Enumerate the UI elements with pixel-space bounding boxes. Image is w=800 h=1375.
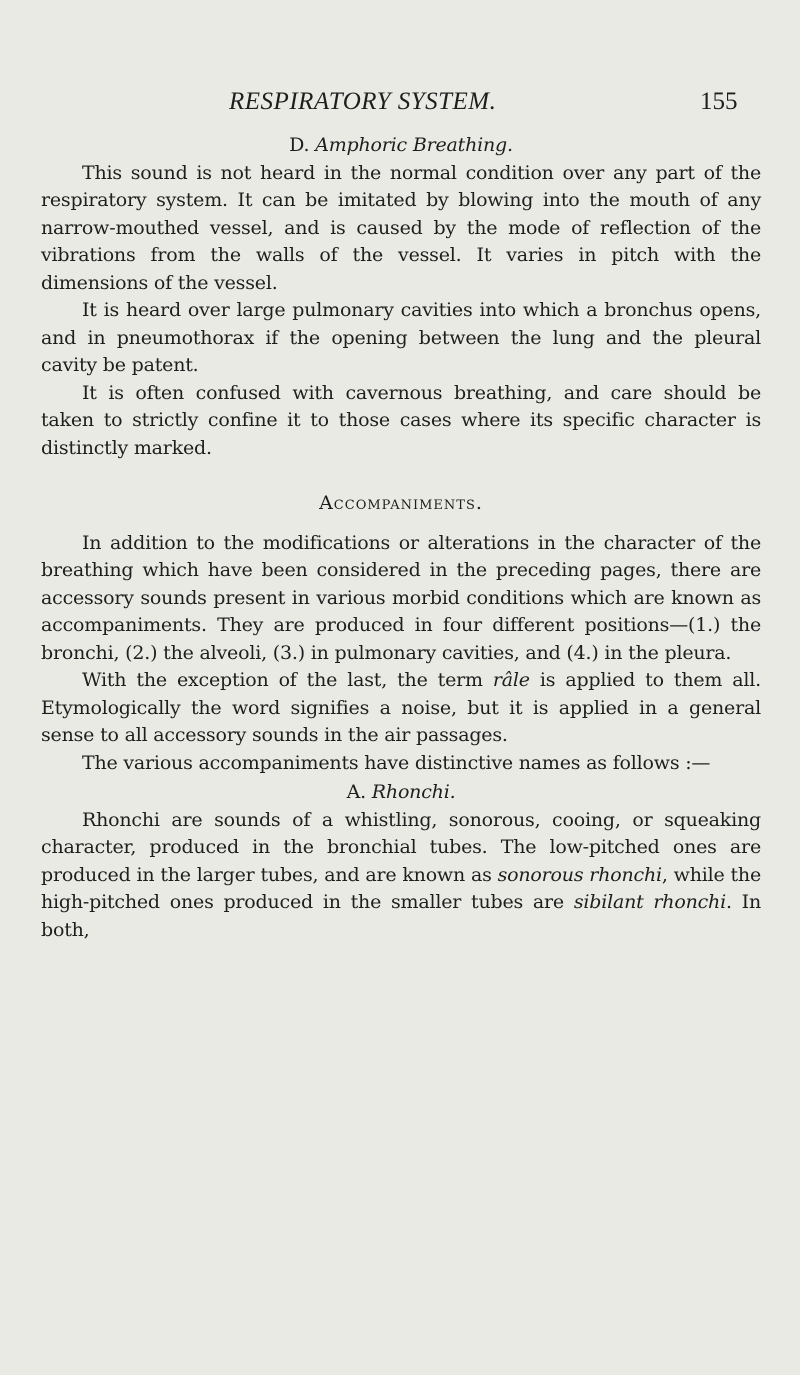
section-letter: A.	[346, 781, 366, 803]
text-run: With the exception of the last, the term	[82, 669, 493, 691]
section-heading-amphoric	[41, 132, 761, 160]
paragraph: This sound is not heard in the normal condition over any part of the respiratory system. It can be imitated by blowing into the mouth of any narrow-mouthed vessel, and is caused by the mode of reflection of the vibrations from the walls of the vessel. It varies in pitch with the dimensions of the vessel.	[41, 161, 761, 294]
paragraph	[41, 667, 761, 750]
section-title: Rhonchi.	[371, 781, 456, 803]
paragraph: It is often confused with cavernous breathing, and care should be taken to strictly confine it to those cases where its specific character is distinctly marked.	[41, 381, 761, 459]
paragraph: It is heard over large pulmonary cavities into which a bronchus opens, and in pneumothorax if the opening between the lung and the pleural cavity be patent.	[41, 299, 761, 376]
running-head: RESPIRATORY SYSTEM.	[229, 88, 497, 115]
italic-term: râle	[492, 669, 530, 691]
section-letter: D.	[289, 134, 310, 156]
text-run: . In both,	[41, 891, 762, 941]
text-run: , while the high-pitched ones produced in the smaller tubes are	[41, 863, 761, 913]
text-run: is applied to them all. Etymologically the word signifies a noise, but it is applied in a general sense to all accessory sounds in the air passages.	[41, 669, 761, 746]
italic-term: sonorous rhonchi	[497, 863, 662, 886]
accompaniments-heading: Accompaniments.	[319, 492, 483, 514]
section-heading-rhonchi	[41, 779, 761, 807]
paragraph: In addition to the modifications or alterations in the character of the breathing which have been considered in the preceding pages, there are accessory sounds present in various morbid conditions which are known as accompaniments. They are produced in four different positions—(1.) the bronchi, (2.) the alveoli, (3.) in pulmonary cavities, and (4.) in the pleura.	[41, 531, 761, 664]
section-title: Amphoric Breathing.	[315, 134, 513, 156]
paragraph: The various accompaniments have distinctive names as follows :—	[82, 751, 711, 774]
page-number: 155	[700, 88, 738, 115]
paragraph	[41, 807, 761, 945]
body-text	[41, 132, 761, 944]
text-run: Rhonchi are sounds of a whistling, sonorous, cooing, or squeaking character, produced in the bronchial tubes. The low-pitched ones are produced in the larger tubes, and are known as	[41, 808, 761, 886]
italic-term: sibilant rhonchi	[573, 891, 726, 913]
